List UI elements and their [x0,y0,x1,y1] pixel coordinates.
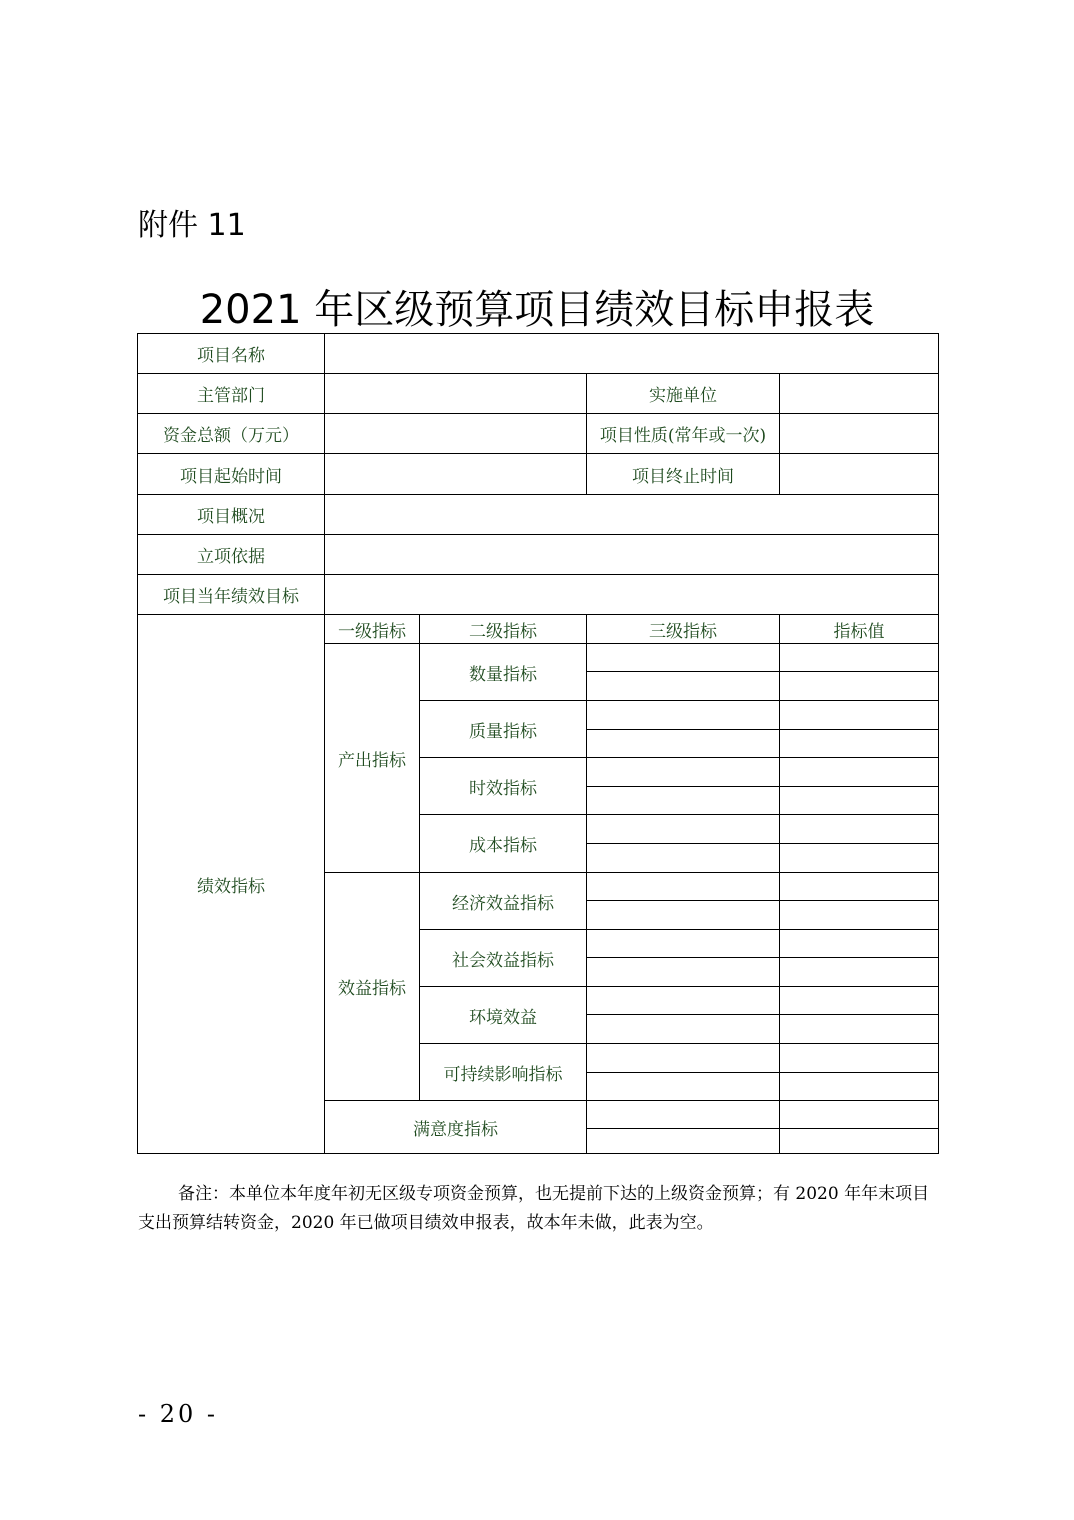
value-cell[interactable] [780,1129,939,1154]
basis-label: 立项依据 [138,535,325,575]
end-time-label: 项目终止时间 [587,454,780,495]
project-nature-value[interactable] [780,414,939,454]
level3-cell[interactable] [587,672,780,701]
page-number: - 20 - [138,1400,219,1428]
department-label: 主管部门 [138,374,325,414]
value-cell[interactable] [780,787,939,815]
level3-cell[interactable] [587,873,780,901]
value-cell[interactable] [780,873,939,901]
col-level1-header: 一级指标 [325,615,420,644]
satisfaction-indicator-label: 满意度指标 [325,1101,587,1154]
value-cell[interactable] [780,644,939,672]
level3-cell[interactable] [587,958,780,987]
col-level3-header: 三级指标 [587,615,780,644]
basis-value[interactable] [325,535,939,575]
level3-cell[interactable] [587,1073,780,1101]
value-cell[interactable] [780,672,939,701]
value-cell[interactable] [780,901,939,930]
level3-cell[interactable] [587,987,780,1015]
project-name-value[interactable] [325,334,939,374]
quantity-indicator-label: 数量指标 [420,644,587,701]
annual-goal-label: 项目当年绩效目标 [138,575,325,615]
project-nature-label: 项目性质(常年或一次) [587,414,780,454]
performance-indicators-label: 绩效指标 [138,615,325,1154]
level3-cell[interactable] [587,787,780,815]
quality-indicator-label: 质量指标 [420,701,587,758]
economic-benefit-label: 经济效益指标 [420,873,587,930]
level3-cell[interactable] [587,1015,780,1044]
page-title: 2021 年区级预算项目绩效目标申报表 [199,287,875,333]
value-cell[interactable] [780,930,939,958]
cost-indicator-label: 成本指标 [420,815,587,873]
level3-cell[interactable] [587,730,780,758]
level3-cell[interactable] [587,844,780,873]
overview-value[interactable] [325,495,939,535]
social-benefit-label: 社会效益指标 [420,930,587,987]
value-cell[interactable] [780,1044,939,1073]
level3-cell[interactable] [587,815,780,844]
output-indicators-label: 产出指标 [325,644,420,873]
value-cell[interactable] [780,758,939,787]
value-cell[interactable] [780,958,939,987]
level3-cell[interactable] [587,644,780,672]
value-cell[interactable] [780,815,939,844]
total-funds-value[interactable] [325,414,587,454]
implementing-unit-label: 实施单位 [587,374,780,414]
level3-cell[interactable] [587,1044,780,1073]
project-name-label: 项目名称 [138,334,325,374]
annual-goal-value[interactable] [325,575,939,615]
sustainable-impact-label: 可持续影响指标 [420,1044,587,1101]
performance-goal-form [137,333,939,1154]
value-cell[interactable] [780,844,939,873]
benefit-indicators-label: 效益指标 [325,873,420,1101]
timeliness-indicator-label: 时效指标 [420,758,587,815]
value-cell[interactable] [780,1073,939,1101]
value-cell[interactable] [780,987,939,1015]
department-value[interactable] [325,374,587,414]
col-level2-header: 二级指标 [420,615,587,644]
level3-cell[interactable] [587,901,780,930]
overview-label: 项目概况 [138,495,325,535]
level3-cell[interactable] [587,701,780,730]
level3-cell[interactable] [587,1129,780,1154]
col-value-header: 指标值 [780,615,939,644]
start-time-label: 项目起始时间 [138,454,325,495]
level3-cell[interactable] [587,930,780,958]
total-funds-label: 资金总额（万元） [138,414,325,454]
level3-cell[interactable] [587,758,780,787]
start-time-value[interactable] [325,454,587,495]
value-cell[interactable] [780,1015,939,1044]
end-time-value[interactable] [780,454,939,495]
value-cell[interactable] [780,730,939,758]
value-cell[interactable] [780,1101,939,1129]
level3-cell[interactable] [587,1101,780,1129]
remark-note: 备注：本单位本年度年初无区级专项资金预算，也无提前下达的上级资金预算；有 2020 年年末项目支出预算结转资金，2020 年已做项目绩效申报表，故本年未做，此表为空。 [138,1184,930,1233]
attachment-label: 附件 11 [138,208,246,243]
value-cell[interactable] [780,701,939,730]
implementing-unit-value[interactable] [780,374,939,414]
environmental-benefit-label: 环境效益 [420,987,587,1044]
